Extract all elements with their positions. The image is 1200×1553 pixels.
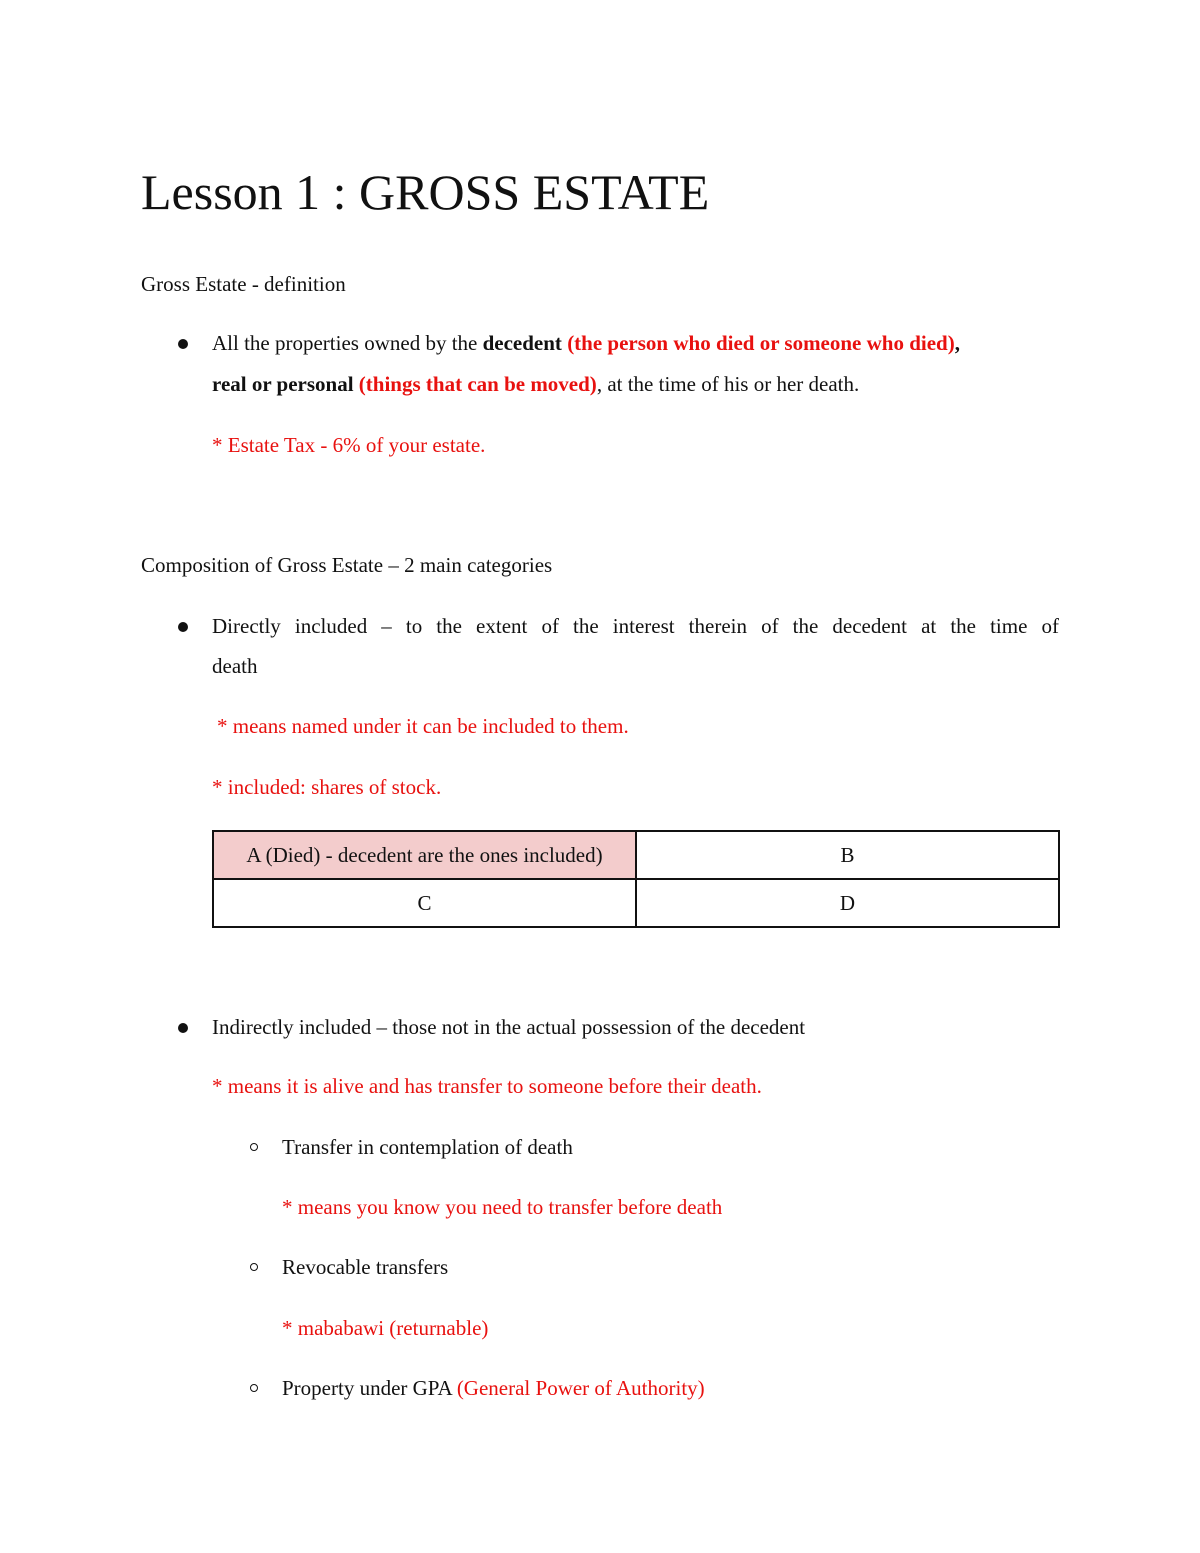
table-row	[213, 879, 1059, 927]
directly-included-line-2: death	[212, 654, 258, 678]
circle-bullet-icon	[250, 1263, 258, 1271]
sub-item-contemplation: Transfer in contemplation of death	[282, 1135, 573, 1159]
bullet-icon	[178, 339, 188, 349]
directly-included-note-1: * means named under it can be included to them.	[217, 714, 629, 738]
table-row	[213, 831, 1059, 879]
gpa-expansion: (General Power of Authority)	[451, 1376, 705, 1400]
table-cell-a: A (Died) - decedent are the ones included)	[213, 831, 636, 879]
abcd-table	[212, 830, 1060, 928]
bold-term-decedent: decedent	[482, 331, 562, 355]
text-run: , at the time of his or her death.	[596, 372, 860, 396]
table-cell-d: D	[636, 879, 1059, 927]
circle-bullet-icon	[250, 1143, 258, 1151]
bullet-icon	[178, 1023, 188, 1033]
directly-included-note-2: * included: shares of stock.	[212, 775, 442, 799]
bold-term-real-personal: real or personal	[212, 372, 354, 396]
bullet-icon	[178, 622, 188, 632]
circle-bullet-icon	[250, 1384, 258, 1392]
table-cell-c: C	[213, 879, 636, 927]
indirectly-included-note: * means it is alive and has transfer to someone before their death.	[212, 1074, 762, 1098]
text-run: ,	[954, 331, 960, 355]
sub-item-revocable: Revocable transfers	[282, 1255, 449, 1279]
red-explanation: (things that can be moved)	[353, 372, 597, 396]
definition-bullet-line-1	[212, 329, 960, 357]
composition-heading: Composition of Gross Estate – 2 main categories	[141, 553, 553, 577]
directly-included-line-1: Directly included – to the extent of the interest therein of the decedent at the time of	[212, 614, 1059, 638]
definition-bullet-line-2	[212, 370, 859, 398]
text-run: All the properties owned by the	[212, 331, 483, 355]
sub-item-revocable-note: * mababawi (returnable)	[282, 1316, 489, 1340]
table-cell-b: B	[636, 831, 1059, 879]
text-run: Property under GPA	[282, 1376, 452, 1400]
estate-tax-note: * Estate Tax - 6% of your estate.	[212, 433, 486, 457]
definition-heading: Gross Estate - definition	[141, 272, 346, 296]
red-explanation: (the person who died or someone who died)	[561, 331, 955, 355]
sub-item-gpa	[282, 1374, 705, 1402]
sub-item-contemplation-note: * means you know you need to transfer before death	[282, 1195, 723, 1219]
indirectly-included-text: Indirectly included – those not in the actual possession of the decedent	[212, 1015, 806, 1039]
lesson-title: Lesson 1 : GROSS ESTATE	[141, 164, 710, 220]
